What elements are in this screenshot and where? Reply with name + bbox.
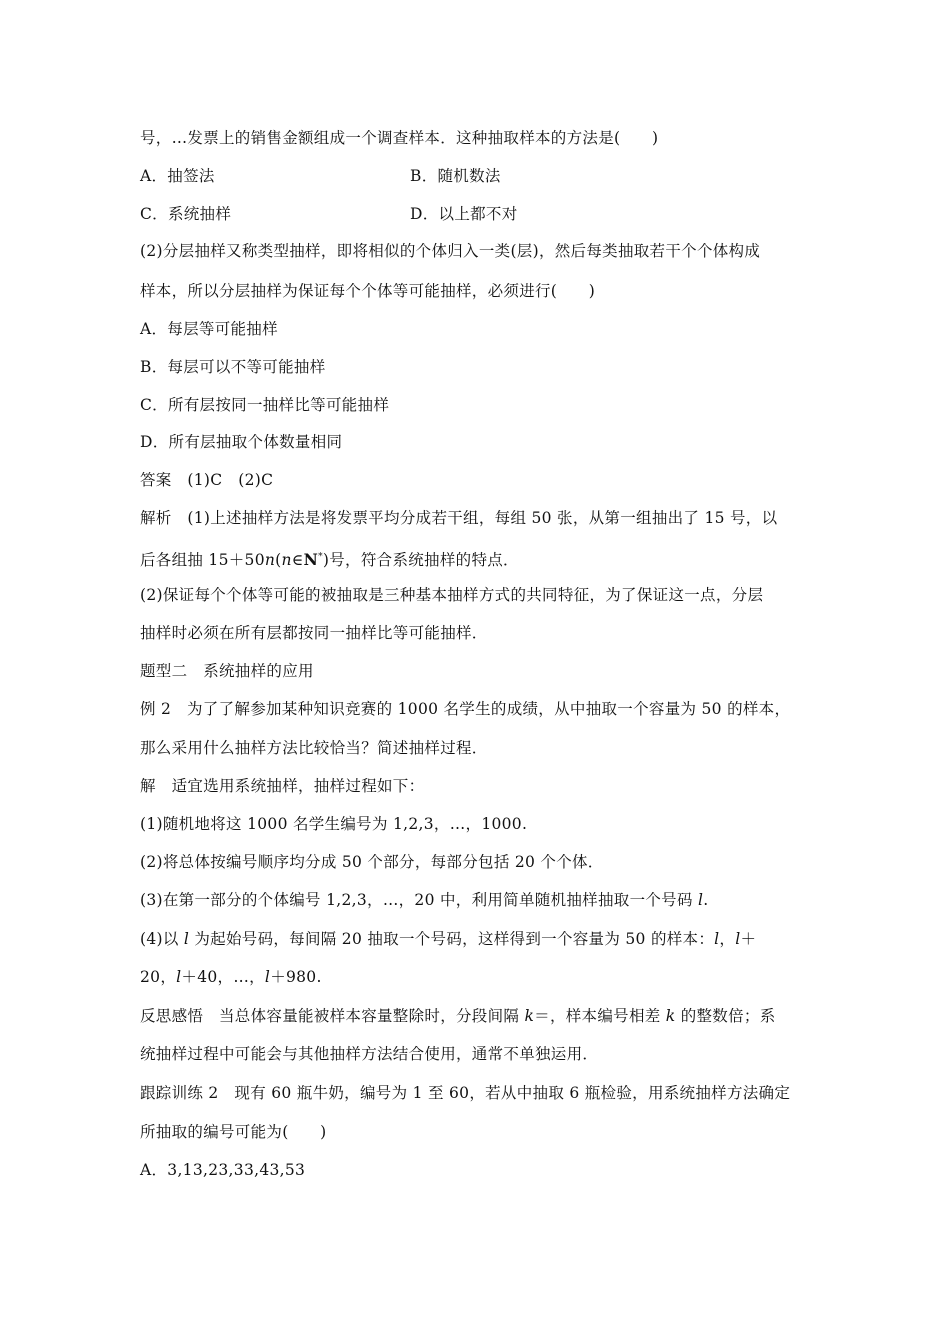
var-n: n <box>264 551 276 569</box>
var-l: l <box>698 891 704 909</box>
var-k: k <box>524 1007 535 1025</box>
var-k: k <box>665 1007 676 1025</box>
analysis2-text-post: )号，符合系统抽样的特点． <box>322 551 519 569</box>
section-heading: 题型二 系统抽样的应用 <box>140 662 314 680</box>
step-3 <box>140 889 709 911</box>
question2-line1: (2)分层抽样又称类型抽样，即将相似的个体归入一类(层)，然后每类抽取若干个个体构成 <box>140 242 761 260</box>
question2-option-b: B．每层可以不等可能抽样 <box>140 358 326 376</box>
var-l: l <box>183 930 190 948</box>
step4-text-mid: 为起始号码，每间隔 20 抽取一个号码，这样得到一个容量为 50 的样本： <box>189 930 715 948</box>
analysis-line1: 解析 (1)上述抽样方法是将发票平均分成若干组，每组 50 张，从第一组抽出了 15 号，以 <box>140 509 778 527</box>
var-n2: n <box>281 551 292 569</box>
analysis2-text-pre: 后各组抽 15＋50 <box>140 551 265 569</box>
var-l: l <box>735 930 741 948</box>
step4b-pre: 20， <box>140 968 177 986</box>
question2-option-d: D．所有层抽取个体数量相同 <box>140 433 343 451</box>
superscript-star: * <box>318 552 323 562</box>
practice-line1: 跟踪训练 2 现有 60 瓶牛奶，编号为 1 至 60，若从中抽取 6 瓶检验，用系统抽样方法确定 <box>140 1084 791 1102</box>
example2-line2: 那么采用什么抽样方法比较恰当？简述抽样过程． <box>140 739 488 757</box>
option-a: A．抽签法 <box>140 167 215 185</box>
question2-line2: 样本，所以分层抽样为保证每个个体等可能抽样，必须进行( ) <box>140 282 596 300</box>
example2-line1: 例 2 为了了解参加某种知识竞赛的 1000 名学生的成绩，从中抽取一个容量为 50 的样本， <box>140 700 791 718</box>
var-l: l <box>264 968 271 986</box>
analysis-line4: 抽样时必须在所有层都按同一抽样比等可能抽样． <box>140 624 488 642</box>
step-1: (1)随机地将这 1000 名学生编号为 1,2,3，…，1000. <box>140 815 528 833</box>
step4-text-pre: (4)以 <box>140 930 184 948</box>
step3-end: . <box>703 891 709 909</box>
answer-line: 答案 (1)C (2)C <box>140 471 274 489</box>
option-d: D．以上都不对 <box>410 205 518 223</box>
analysis-line2 <box>140 546 519 571</box>
var-l: l <box>714 930 720 948</box>
practice-option-a: A．3,13,23,33,43,53 <box>140 1161 306 1179</box>
reflection-line2: 统抽样过程中可能会与其他抽样方法结合使用，通常不单独运用． <box>140 1045 599 1063</box>
step-2: (2)将总体按编号顺序均分成 50 个部分，每部分包括 20 个个体． <box>140 853 604 871</box>
element-of-symbol: ∈ <box>291 551 304 569</box>
reflect-post: 的整数倍；系 <box>675 1007 776 1025</box>
reflect-mid: ＝，样本编号相差 <box>534 1007 666 1025</box>
practice-line2: 所抽取的编号可能为( ) <box>140 1123 327 1141</box>
step4b-post: ＋980. <box>270 968 322 986</box>
solution-intro: 解 适宜选用系统抽样，抽样过程如下： <box>140 777 425 795</box>
question2-option-a: A．每层等可能抽样 <box>140 320 278 338</box>
question1-stem-end: 号，…发票上的销售金额组成一个调查样本．这种抽取样本的方法是( ) <box>140 129 659 147</box>
reflect-pre: 反思感悟 当总体容量能被样本容量整除时，分段间隔 <box>140 1007 525 1025</box>
analysis-line3: (2)保证每个个体等可能的被抽取是三种基本抽样方式的共同特征，为了保证这一点，分层 <box>140 586 764 604</box>
step-4-line2 <box>140 966 322 988</box>
natural-numbers-symbol: N <box>303 550 319 569</box>
var-l: l <box>176 968 182 986</box>
reflection-line1 <box>140 1005 776 1027</box>
step4b-mid: ＋40，…， <box>181 968 265 986</box>
step3-text: (3)在第一部分的个体编号 1,2,3，…，20 中，利用简单随机抽样抽取一个号码 <box>140 891 699 909</box>
option-b: B．随机数法 <box>410 167 501 185</box>
option-c: C．系统抽样 <box>140 205 232 223</box>
comma: ， <box>719 930 736 948</box>
paren-open: ( <box>275 551 282 569</box>
step-4-line1 <box>140 928 756 950</box>
question2-option-c: C．所有层按同一抽样比等可能抽样 <box>140 396 390 414</box>
plus-sign: ＋ <box>740 930 757 948</box>
